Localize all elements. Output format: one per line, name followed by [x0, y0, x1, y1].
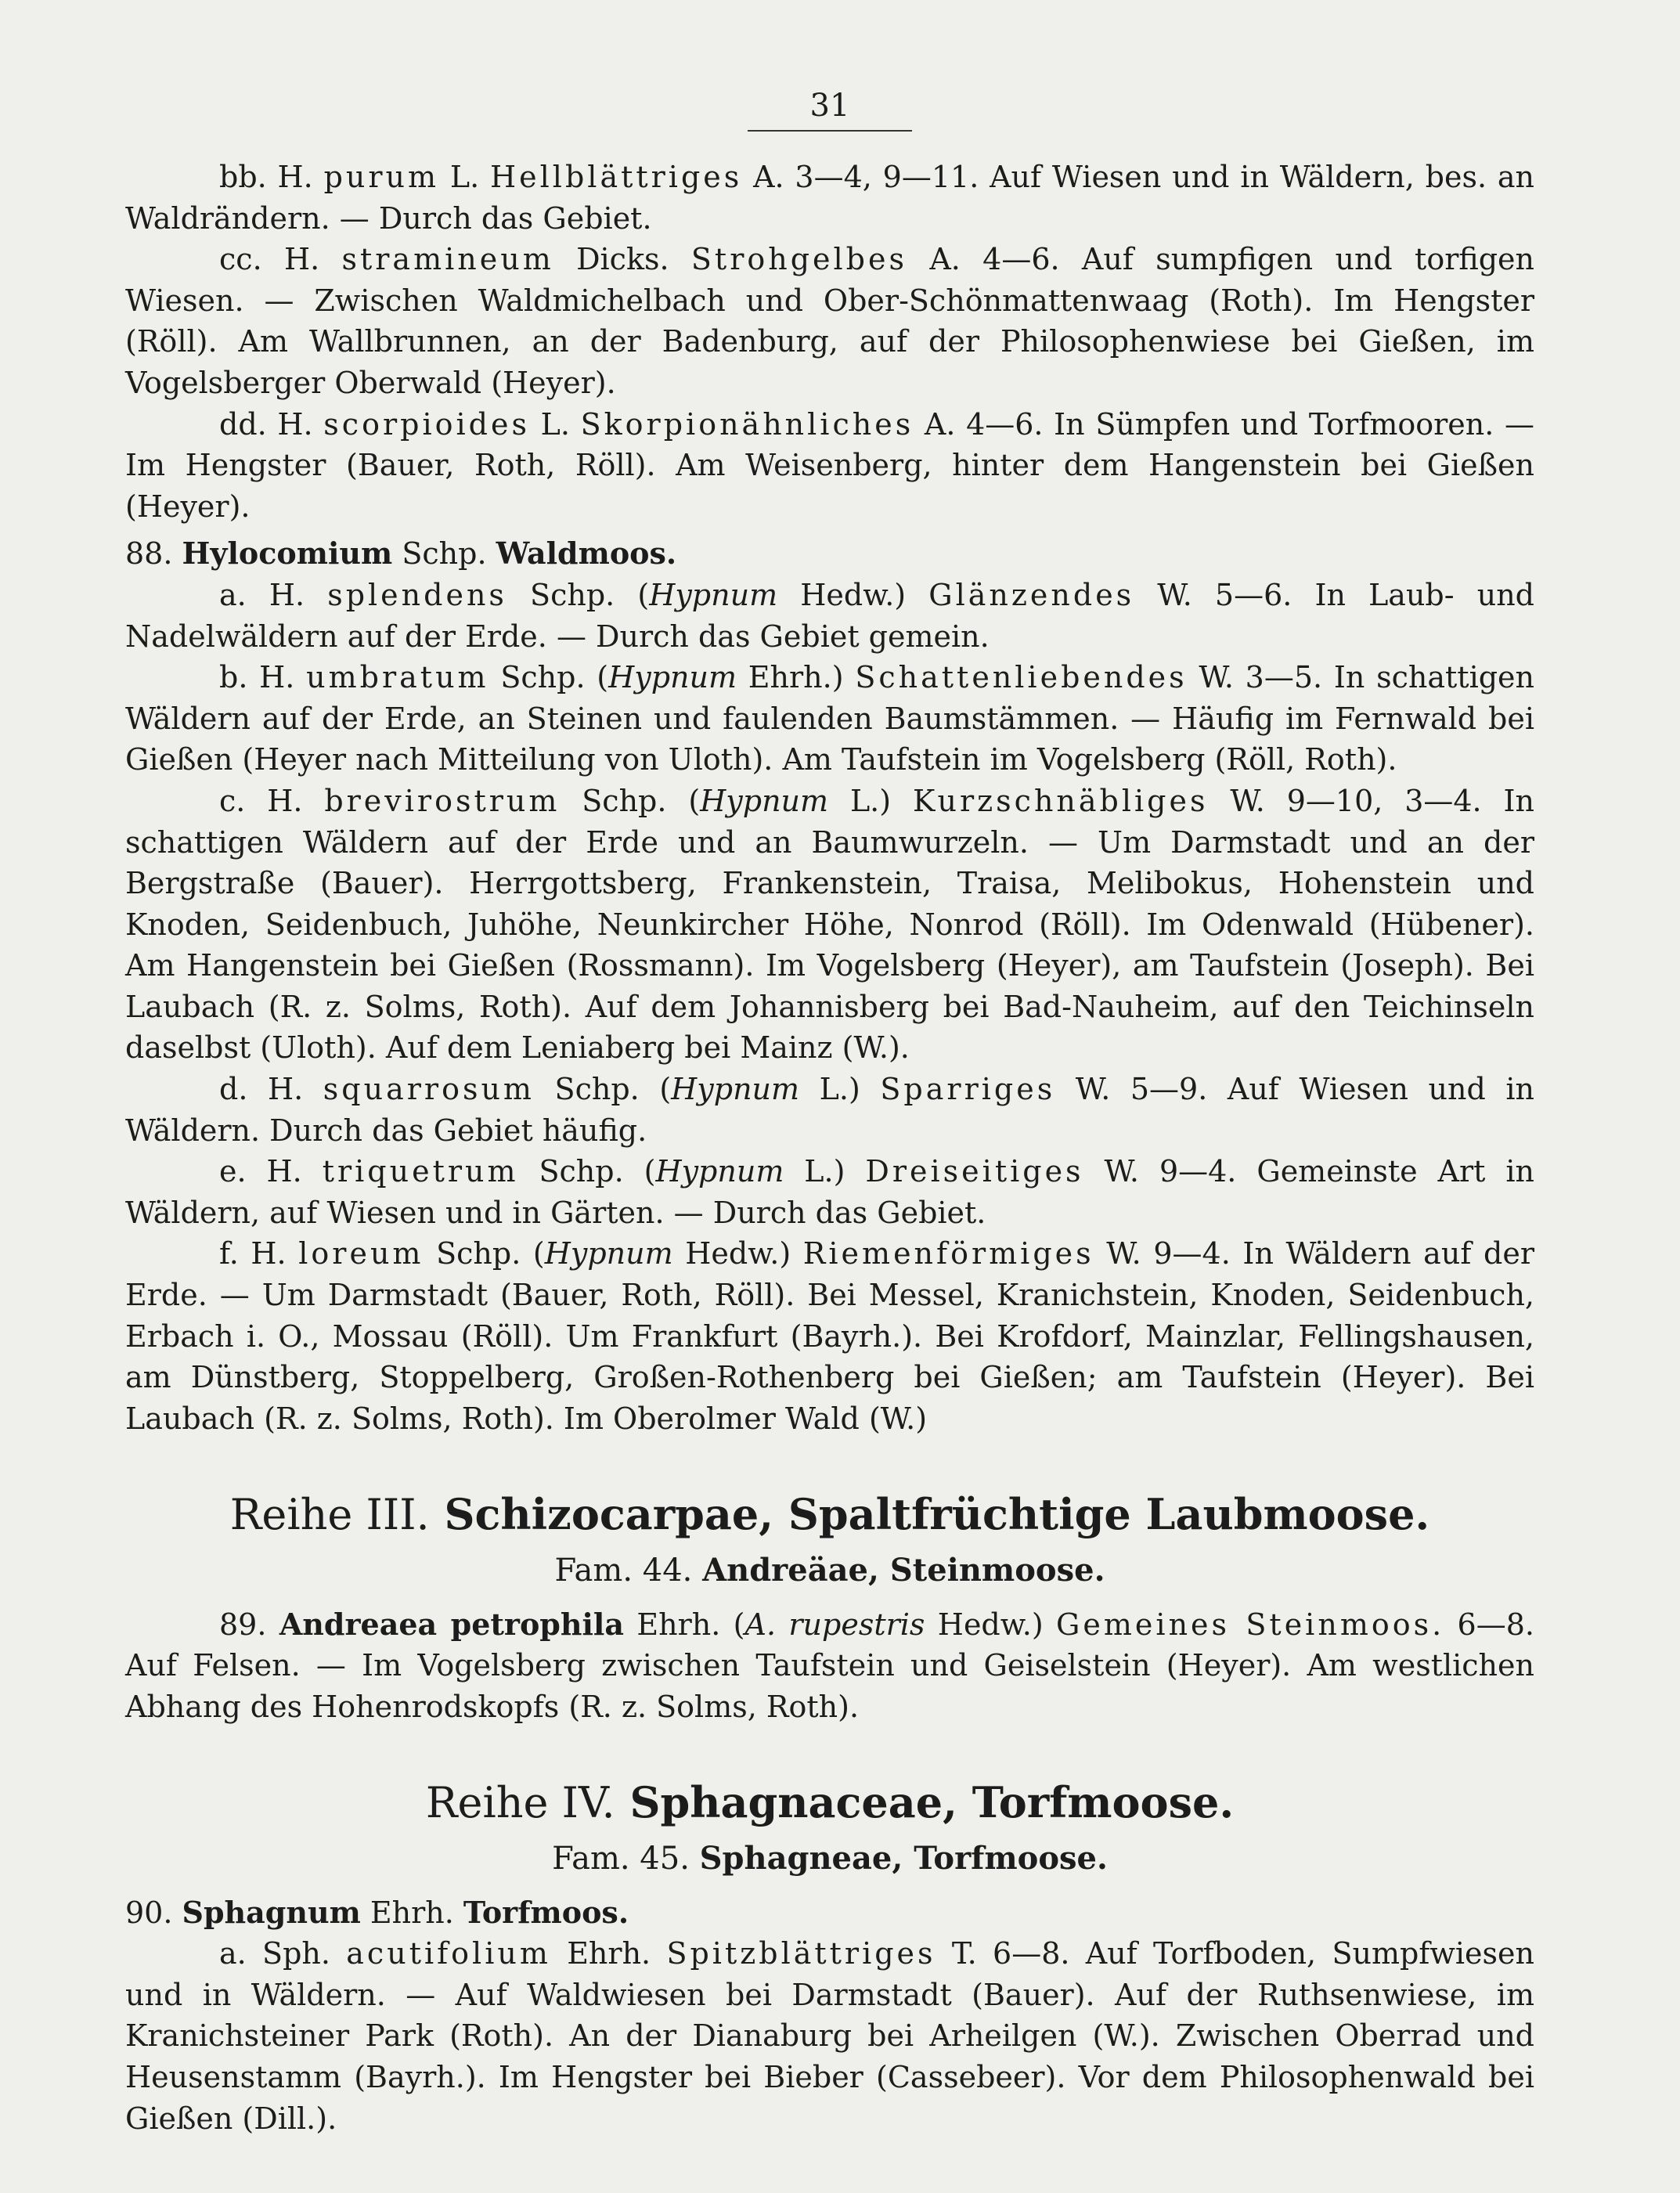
author: Ehrh. (	[624, 1607, 745, 1642]
common-name: Hellblättriges	[490, 160, 743, 194]
species-name: triquetrum	[322, 1154, 519, 1189]
common-name: Strohgelbes	[690, 242, 907, 277]
author: Schp. (	[507, 577, 650, 612]
genus-90	[125, 1892, 1534, 1934]
author: Schp. (	[560, 783, 701, 818]
text-column	[125, 157, 1534, 2139]
genus-88	[125, 533, 1534, 575]
entry-text: W. 9—4. In Wäldern auf der Erde. — Um Darmstadt (Bauer, Roth, Röll). Bei Messel, Kranichstein, Knoden, Seidenbuch, Erbach i. O., Mossau (Röll). Um Frankfurt (Bayrh.). Bei Krofdorf, Mainzlar, Fellingshausen, am Dünstberg, Stoppelberg, Großen-Rothenberg bei Gießen; am Taufstein (Heyer). Bei Laubach (R. z. Solms, Roth). Im Oberolmer Wald (W.)	[125, 1236, 1534, 1436]
page-number: 31	[748, 88, 912, 132]
entry-label: a. H.	[219, 577, 328, 612]
entry-text: W. 9—10, 3—4. In schattigen Wäldern auf der Erde und an Baumwurzeln. — Um Darmstadt und an der Bergstraße (Bauer). Herrgottsberg, Frankenstein, Traisa, Melibokus, Hohenstein und Knoden, Seidenbuch, Juhöhe, Neunkircher Höhe, Nonrod (Röll). Im Odenwald (Hübener). Am Hangenstein bei Gießen (Rossmann). Im Vogelsberg (Heyer), am Taufstein (Joseph). Bei Laubach (R. z. Solms, Roth). Auf dem Johannisberg bei Bad-Nauheim, auf den Teichinseln daselbst (Uloth). Auf dem Leniaberg bei Mainz (W.).	[125, 783, 1534, 1066]
entry-text: A. 4—6. In Sümpfen und Torfmooren. — Im Hengster (Bauer, Roth, Röll). Am Weisenberg, hinter dem Hangenstein bei Gießen (Heyer).	[125, 406, 1534, 524]
synonym-author: Hedw.)	[925, 1607, 1057, 1642]
author: L.	[529, 406, 581, 442]
genus-name: Sphagnum	[182, 1894, 361, 1930]
section-label: Reihe III.	[229, 1490, 430, 1540]
family-heading-44	[125, 1550, 1534, 1592]
entry-b	[125, 657, 1534, 781]
synonym-author: Ehrh.)	[737, 660, 856, 695]
species-name: Andreaea petrophila	[279, 1606, 624, 1642]
species-name: splendens	[327, 577, 507, 612]
common-name: Schattenliebendes	[855, 660, 1188, 695]
common-name: Dreiseitiges	[865, 1154, 1084, 1189]
genus-89	[125, 1604, 1534, 1728]
species-name: loreum	[298, 1236, 424, 1271]
synonym: Hypnum	[544, 1236, 673, 1271]
entry-d	[125, 1069, 1534, 1151]
author: Schp. (	[424, 1236, 545, 1271]
common-name: Spitzblättriges	[666, 1936, 936, 1971]
entry-sph-a	[125, 1933, 1534, 2139]
family-label: Fam. 44.	[554, 1553, 693, 1589]
family-title: Andreäae, Steinmoose.	[702, 1552, 1105, 1589]
entry-label: a. Sph.	[219, 1936, 347, 1971]
entry-text: W. 5—9. Auf Wiesen und in Wäldern. Durch das Gebiet häufig.	[125, 1072, 1535, 1148]
family-heading-45	[125, 1838, 1534, 1880]
entry-label: dd. H.	[219, 406, 324, 442]
family-label: Fam. 45.	[552, 1840, 690, 1877]
author: Ehrh.	[360, 1895, 463, 1930]
author: Ehrh.	[550, 1936, 667, 1971]
genus-number: 88.	[125, 536, 182, 572]
entry-dd	[125, 404, 1534, 528]
common-name: Skorpionähnliches	[580, 406, 914, 442]
species-name: purum	[323, 160, 440, 194]
synonym: Hypnum	[700, 783, 829, 818]
synonym: A. rupestris	[744, 1607, 925, 1642]
common-name: Riemenförmiges	[802, 1236, 1094, 1271]
synonym-author: L.)	[784, 1154, 866, 1189]
common-name: Gemeines Steinmoos.	[1056, 1607, 1445, 1642]
section-title: Sphagnaceae, Torfmoose.	[629, 1777, 1235, 1828]
entry-label: bb. H.	[219, 160, 324, 194]
section-label: Reihe IV.	[425, 1778, 615, 1828]
entry-text: 6—8. Auf Felsen. — Im Vogelsberg zwischen Taufstein und Geiselstein (Heyer). Am westlichen Abhang des Hohenrodskopfs (R. z. Solms, Roth).	[125, 1607, 1534, 1724]
entry-label: e. H.	[219, 1154, 323, 1189]
synonym: Hypnum	[655, 1154, 784, 1189]
synonym-author: L.)	[799, 1072, 881, 1107]
synonym-author: Hedw.)	[672, 1236, 803, 1271]
author: L.	[439, 160, 491, 194]
family-title: Sphagneae, Torfmoose.	[699, 1839, 1108, 1877]
author: Dicks.	[553, 242, 691, 277]
genus-number: 89.	[219, 1607, 279, 1642]
entry-text: W. 5—6. In Laub- und Nadelwäldern auf der Erde. — Durch das Gebiet gemein.	[125, 577, 1534, 654]
entry-label: f. H.	[219, 1236, 299, 1271]
entry-text: A. 3—4, 9—11. Auf Wiesen und in Wäldern, bes. an Waldrändern. — Durch das Gebiet.	[125, 160, 1534, 236]
author: Schp. (	[488, 660, 609, 695]
genus-common-name: Waldmoos.	[496, 536, 677, 572]
entry-c	[125, 781, 1534, 1069]
synonym-author: Hedw.)	[777, 577, 929, 612]
entry-text: T. 6—8. Auf Torfboden, Sumpfwiesen und in Wäldern. — Auf Waldwiesen bei Darmstadt (Bauer). Auf der Ruthsenwiese, im Kranichsteiner Park (Roth). An der Dianaburg bei Arheilgen (W.). Zwischen Oberrad und Heusenstamm (Bayrh.). Im Hengster bei Bieber (Cassebeer). Vor dem Philosophenwald bei Gießen (Dill.).	[125, 1936, 1534, 2136]
entry-a	[125, 575, 1534, 657]
section-heading-reihe-4	[125, 1777, 1534, 1828]
entry-label: d. H.	[219, 1072, 323, 1107]
common-name: Sparriges	[880, 1072, 1056, 1107]
author: Schp. (	[518, 1154, 656, 1189]
synonym: Hypnum	[649, 577, 778, 612]
genus-number: 90.	[125, 1895, 182, 1930]
section-title: Schizocarpae, Spaltfrüchtige Laubmoose.	[444, 1489, 1430, 1540]
synonym-author: L.)	[828, 783, 913, 818]
entry-text: W. 9—4. Gemeinste Art in Wäldern, auf Wiesen und in Gärten. — Durch das Gebiet.	[125, 1154, 1534, 1230]
entry-cc	[125, 239, 1534, 403]
entry-e	[125, 1151, 1534, 1233]
entry-label: b. H.	[219, 660, 307, 695]
entry-label: c. H.	[219, 783, 325, 818]
synonym: Hypnum	[608, 660, 737, 695]
species-name: stramineum	[341, 242, 554, 277]
entry-bb	[125, 157, 1534, 239]
entry-text: A. 4—6. Auf sumpfigen und torfigen Wiesen. — Zwischen Waldmichelbach und Ober-Schönmattenwaag (Roth). Im Hengster (Röll). Am Wallbrunnen, an der Badenburg, auf der Philosophenwiese bei Gießen, im Vogelsberger Oberwald (Heyer).	[125, 242, 1534, 400]
species-name: umbratum	[306, 660, 489, 695]
author: Schp. (	[534, 1072, 672, 1107]
synonym: Hypnum	[671, 1072, 800, 1107]
entry-label: cc. H.	[219, 242, 342, 277]
species-name: brevirostrum	[324, 783, 561, 818]
entry-text: W. 3—5. In schattigen Wäldern auf der Erde, an Steinen und faulenden Baumstämmen. — Häufig im Fernwald bei Gießen (Heyer nach Mitteilung von Uloth). Am Taufstein im Vogelsberg (Röll, Roth).	[125, 660, 1535, 777]
common-name: Kurzschnäbliges	[912, 783, 1209, 818]
author: Schp.	[392, 536, 496, 572]
genus-common-name: Torfmoos.	[463, 1894, 629, 1930]
genus-name: Hylocomium	[182, 536, 393, 572]
species-name: squarrosum	[323, 1072, 535, 1107]
species-name: acutifolium	[346, 1936, 551, 1971]
section-heading-reihe-3	[125, 1489, 1534, 1540]
species-name: scorpioides	[323, 406, 530, 442]
entry-f	[125, 1233, 1534, 1439]
common-name: Glänzendes	[928, 577, 1135, 612]
